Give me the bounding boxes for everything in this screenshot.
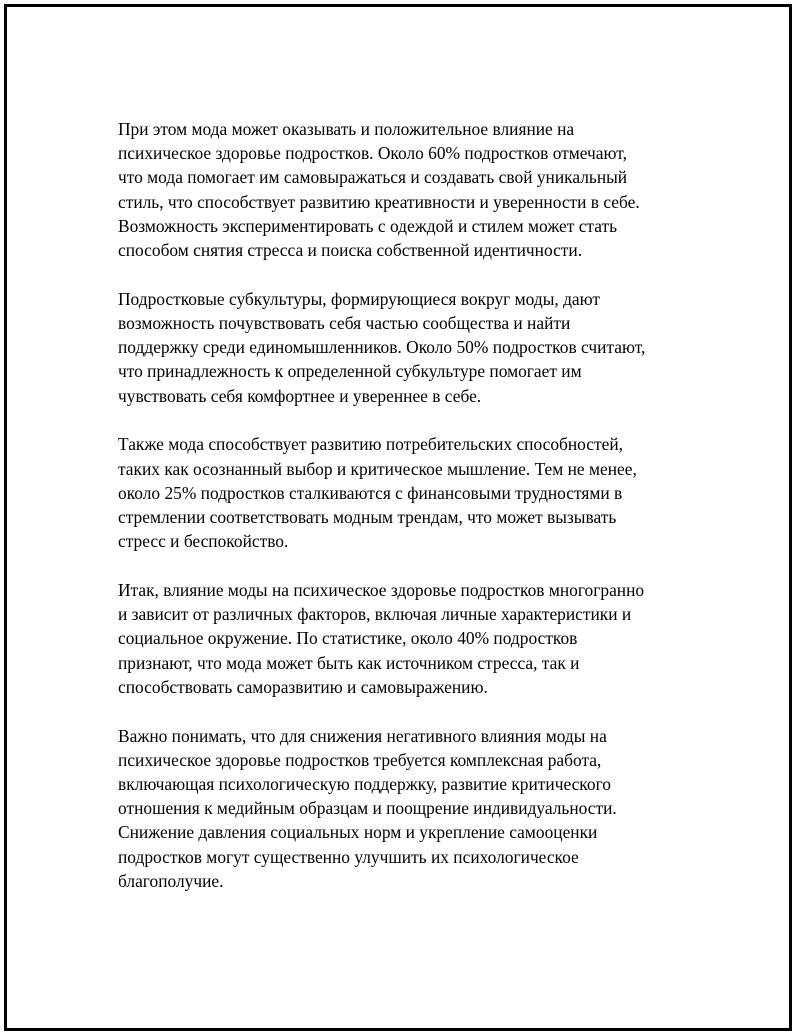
paragraph-subcultures: Подростковые субкультуры, формирующиеся вокруг моды, дают возможность почувствовать себя частью сообщества и найти поддержку среди единомышленников. Около 50% подростков считают, что принадлежность к определенной субкультуре помогает им чувствовать себя комфортнее и увереннее в себе. [118, 288, 646, 406]
paragraph-positive-influence: При этом мода может оказывать и положительное влияние на психическое здоровье подростков. Около 60% подростков отмечают, что мода помогает им самовыражаться и создавать свой уникальный стиль, что способствует развитию креативности и уверенности в себе. Возможность экспериментировать с одеждой и стилем может стать способом снятия стресса и поиска собственной идентичности. [118, 119, 640, 261]
paragraph-conclusion: Важно понимать, что для снижения негативного влияния моды на психическое здоровье подростков требуется комплексная работа, включающая психологическую поддержку, развитие критического отношения к медийным образцам и поощрение индивидуальности. Снижение давления социальных норм и укрепление самооценки подростков могут существенно улучшить их психологическое благополучие. [118, 725, 617, 891]
paragraph-summary: Итак, влияние моды на психическое здоровье подростков многогранно и зависит от различных факторов, включая личные характеристики и социальное окружение. По статистике, около 40% подростков признают, что мода может быть как источником стресса, так и способствовать саморазвитию и самовыражению. [118, 580, 645, 697]
paragraph-consumer-skills: Также мода способствует развитию потребительских способностей, таких как осознанный выбор и критическое мышление. Тем не менее, около 25% подростков сталкиваются с финансовыми трудностями в стремлении соответствовать модным трендам, что может вызывать стресс и беспокойство. [118, 434, 637, 552]
document-body [118, 117, 698, 918]
